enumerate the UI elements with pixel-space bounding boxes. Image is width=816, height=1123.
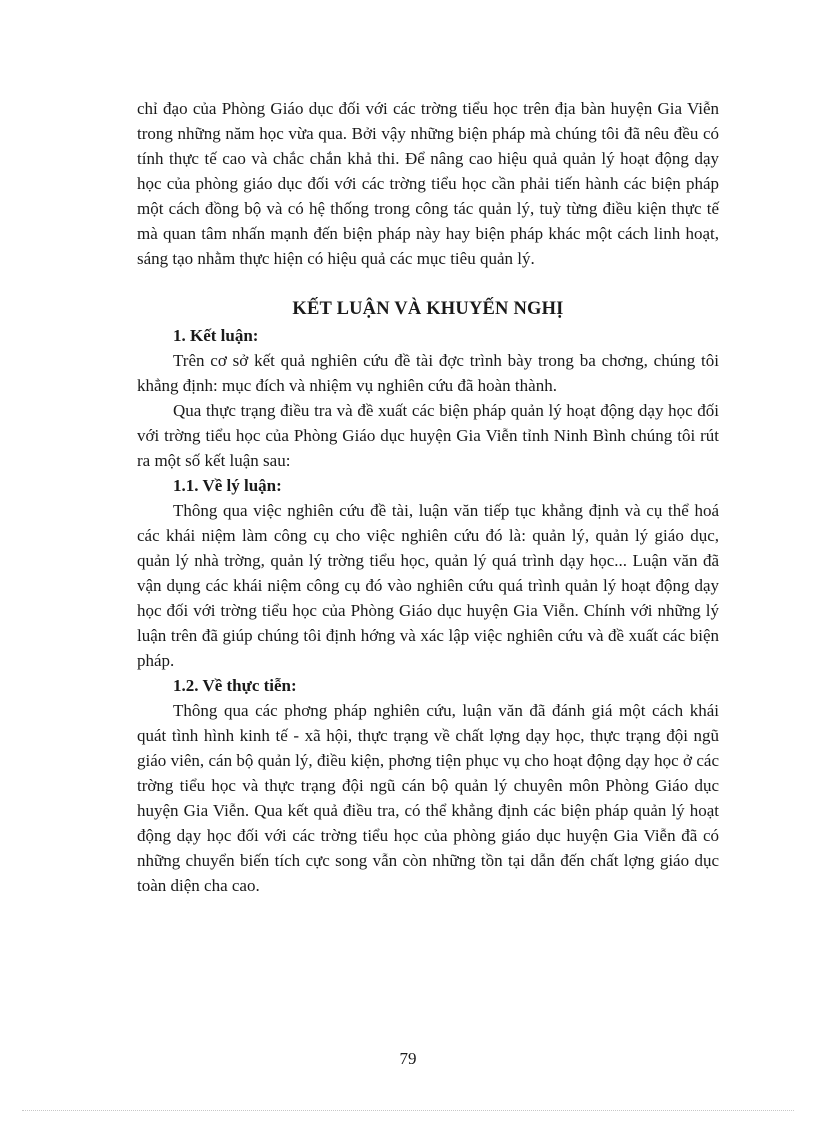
section-title: KẾT LUẬN VÀ KHUYẾN NGHỊ (292, 299, 564, 319)
footer-divider (22, 1110, 794, 1111)
page-body (137, 96, 719, 898)
subsection1-heading: 1.1. Về lý luận: (173, 476, 282, 495)
subsection2-paragraph: Thông qua các phơng pháp nghiên cứu, luận văn đã đánh giá một cách khái quát tình hình kinh tế - xã hội, thực trạng về chất lợng dạy học, thực trạng đội ngũ giáo viên, cán bộ quản lý, điều kiện, phơng tiện phục vụ cho hoạt động dạy học ở các trờng tiểu học và thực trạng đội ngũ cán bộ quản lý chuyên môn Phòng Giáo dục huyện Gia Viễn. Qua kết quả điều tra, có thể khẳng định các biện pháp quản lý hoạt động dạy học đối với các trờng tiểu học của phòng giáo dục huyện Gia Viễn đã có những chuyển biến tích cực song vẫn còn những tồn tại dẫn đến chất lợng giáo dục toàn diện cha cao. (137, 701, 719, 895)
section1-heading: 1. Kết luận: (173, 326, 259, 345)
subsection1-paragraph: Thông qua việc nghiên cứu đề tài, luận văn tiếp tục khẳng định và cụ thể hoá các khái niệm làm công cụ cho việc nghiên cứu đó là: quản lý, quản lý giáo dục, quản lý nhà trờng, quản lý trờng tiểu học, quản lý quá trình dạy học... Luận văn đã vận dụng các khái niệm công cụ đó vào nghiên cứu quá trình quản lý hoạt động dạy học đối với trờng tiểu học của Phòng Giáo dục huyện Gia Viễn. Chính với những lý luận trên đã giúp chúng tôi định hớng và xác lập việc nghiên cứu và đề xuất các biện pháp. (137, 501, 719, 670)
section1-paragraph-1: Trên cơ sở kết quả nghiên cứu đề tài đợc trình bày trong ba chơng, chúng tôi khẳng định: mục đích và nhiệm vụ nghiên cứu đã hoàn thành. (137, 351, 719, 395)
subsection2-heading: 1.2. Về thực tiễn: (173, 676, 297, 695)
intro-paragraph: chỉ đạo của Phòng Giáo dục đối với các trờng tiểu học trên địa bàn huyện Gia Viễn trong những năm học vừa qua. Bởi vậy những biện pháp mà chúng tôi đã nêu đều có tính thực tế cao và chắc chắn khả thi. Để nâng cao hiệu quả quản lý hoạt động dạy học của phòng giáo dục đối với các trờng tiểu học cần phải tiến hành các biện pháp một cách đồng bộ và có hệ thống trong công tác quản lý, tuỳ từng điều kiện thực tế mà quan tâm nhấn mạnh đến biện pháp này hay biện pháp khác một cách linh hoạt, sáng tạo nhằm thực hiện có hiệu quả các mục tiêu quản lý. (137, 99, 719, 268)
page-number: 79 (399, 1049, 417, 1068)
section1-paragraph-2: Qua thực trạng điều tra và đề xuất các biện pháp quản lý hoạt động dạy học đối với trờng tiểu học của Phòng Giáo dục huyện Gia Viễn tỉnh Ninh Bình chúng tôi rút ra một số kết luận sau: (137, 401, 719, 470)
